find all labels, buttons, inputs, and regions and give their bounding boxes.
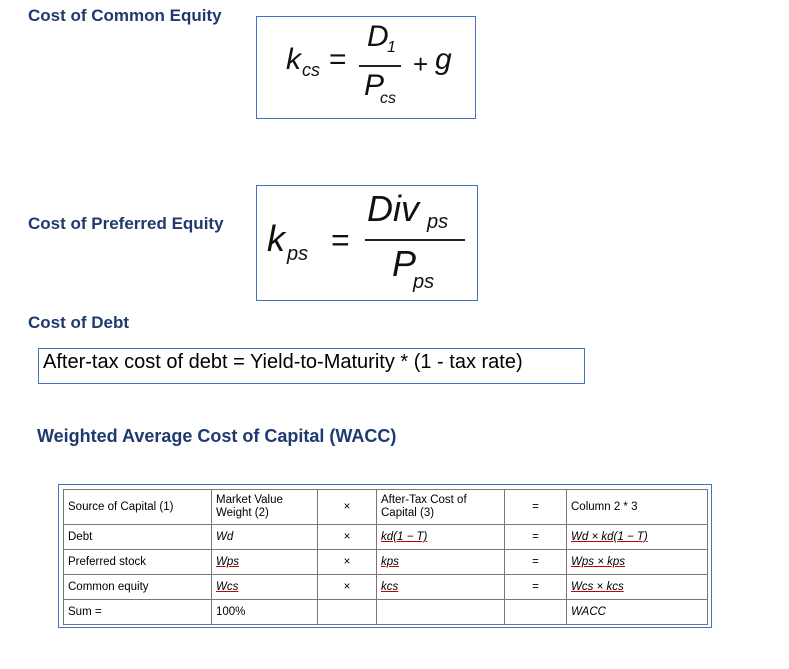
formula-denominator-subscript: cs bbox=[380, 90, 396, 107]
formula-plus: + bbox=[413, 49, 429, 79]
formula-denominator-subscript: ps bbox=[413, 271, 435, 293]
table-cell: Wd × kd(1 − T) bbox=[567, 525, 708, 550]
table-cell bbox=[505, 600, 567, 625]
table-cell: WACC bbox=[567, 600, 708, 625]
formula-growth-g: g bbox=[435, 43, 452, 76]
header-cell: = bbox=[505, 490, 567, 525]
table-cell: Sum = bbox=[64, 600, 212, 625]
formula-subscript-ps: ps bbox=[287, 243, 309, 265]
heading-wacc: Weighted Average Cost of Capital (WACC) bbox=[37, 426, 397, 446]
table-cell: kps bbox=[377, 550, 505, 575]
fraction-bar bbox=[359, 65, 401, 67]
header-cell: After-Tax Cost of Capital (3) bbox=[377, 490, 505, 525]
heading-cost-preferred-equity: Cost of Preferred Equity bbox=[28, 214, 224, 233]
table-cell: kcs bbox=[377, 575, 505, 600]
formula-denominator-p: P bbox=[392, 243, 417, 284]
table-cell: Debt bbox=[64, 525, 212, 550]
table-row bbox=[64, 600, 708, 625]
table-cell: × bbox=[318, 550, 377, 575]
formula-equals: = bbox=[329, 43, 347, 76]
table-cell: Common equity bbox=[64, 575, 212, 600]
table-cell: = bbox=[505, 550, 567, 575]
header-cell: × bbox=[318, 490, 377, 525]
formula-symbol-k: k bbox=[286, 43, 301, 76]
header-cell: Source of Capital (1) bbox=[64, 490, 212, 525]
table-cell: = bbox=[505, 575, 567, 600]
table-header-row bbox=[64, 490, 708, 525]
formula-numerator-div: Div bbox=[367, 188, 419, 229]
table-cell bbox=[318, 600, 377, 625]
table-cell bbox=[377, 600, 505, 625]
table-cell: Wps bbox=[212, 550, 318, 575]
heading-cost-of-debt: Cost of Debt bbox=[28, 313, 130, 332]
wacc-table bbox=[63, 489, 708, 625]
header-cell: Column 2 * 3 bbox=[567, 490, 708, 525]
formula-box-preferred-equity bbox=[256, 185, 478, 301]
table-row bbox=[64, 550, 708, 575]
formula-box-debt bbox=[38, 348, 585, 384]
table-cell: Wd bbox=[212, 525, 318, 550]
formula-box-common-equity bbox=[256, 16, 476, 119]
formula-numerator-d: D bbox=[367, 20, 389, 53]
table-row bbox=[64, 575, 708, 600]
heading-cost-common-equity: Cost of Common Equity bbox=[28, 6, 222, 25]
formula-denominator-p: P bbox=[364, 69, 385, 102]
fraction-bar bbox=[365, 239, 465, 241]
formula-subscript-cs: cs bbox=[302, 60, 320, 80]
formula-numerator-subscript: ps bbox=[427, 211, 449, 233]
formula-debt-text: After-tax cost of debt = Yield-to-Maturity * (1 - tax rate) bbox=[43, 351, 523, 373]
table-cell: Preferred stock bbox=[64, 550, 212, 575]
table-cell: × bbox=[318, 575, 377, 600]
formula-equals: = bbox=[331, 222, 350, 258]
header-cell: Market Value Weight (2) bbox=[212, 490, 318, 525]
table-cell: Wcs × kcs bbox=[567, 575, 708, 600]
table-cell: = bbox=[505, 525, 567, 550]
table-cell: Wcs bbox=[212, 575, 318, 600]
table-row bbox=[64, 525, 708, 550]
table-cell: kd(1 − T) bbox=[377, 525, 505, 550]
table-cell: Wps × kps bbox=[567, 550, 708, 575]
table-cell: × bbox=[318, 525, 377, 550]
formula-symbol-k: k bbox=[267, 218, 285, 259]
formula-numerator-subscript: 1 bbox=[387, 39, 396, 56]
table-cell: 100% bbox=[212, 600, 318, 625]
